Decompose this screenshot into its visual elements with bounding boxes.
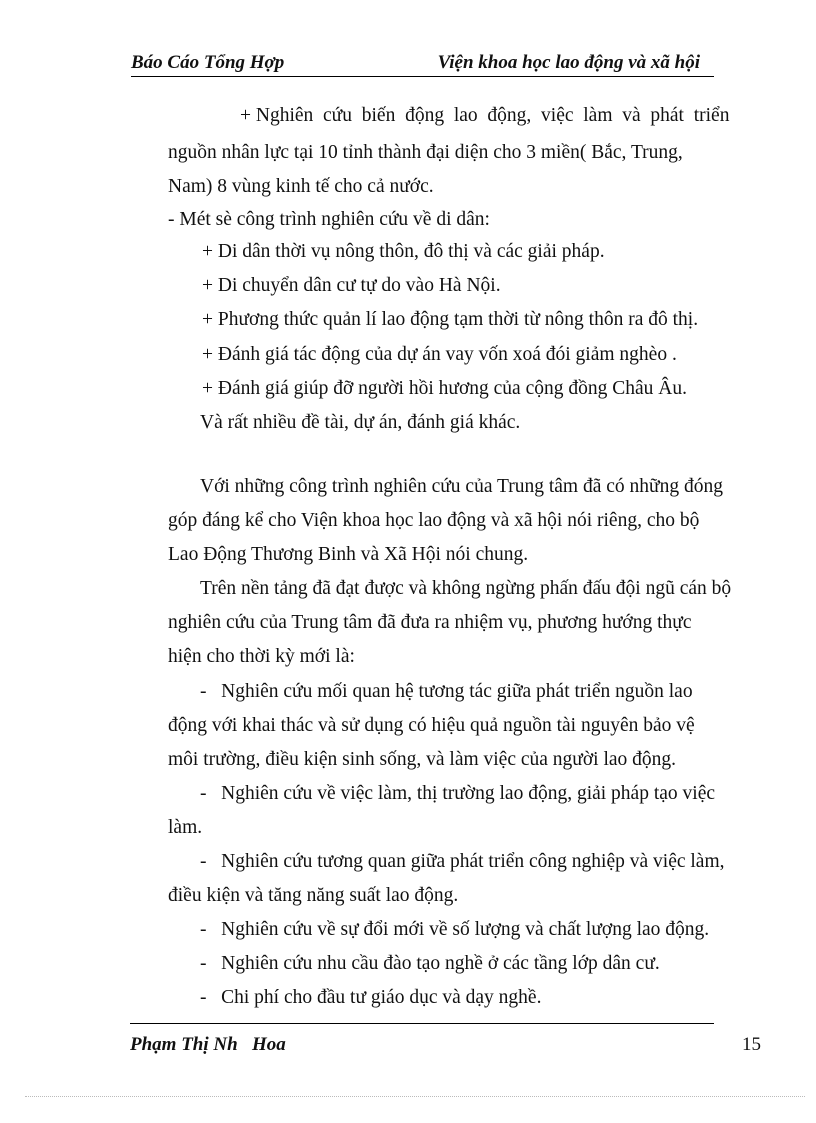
paragraph-2-line-2: góp đáng kể cho Viện khoa học lao động và xã hội nói riêng, cho bộ xyxy=(168,510,700,531)
page-number: 15 xyxy=(742,1034,761,1055)
paragraph-2-line-1: Với những công trình nghiên cứu của Trung tâm đã có những đóng xyxy=(200,476,723,497)
page-bottom-dotted-line xyxy=(25,1096,805,1097)
paragraph-1-line-3: Nam) 8 vùng kinh tế cho cả nước. xyxy=(168,176,434,197)
paragraph-1-line-2: nguồn nhân lực tại 10 tỉnh thành đại diện cho 3 miền( Bắc, Trung, xyxy=(168,142,683,163)
paragraph-1-line-1: + Nghiên cứu biến động lao động, việc làm và phát triển xyxy=(240,105,730,126)
bullet-3-line-2: điều kiện và tăng năng suất lao động. xyxy=(168,885,459,906)
paragraph-3-line-3: hiện cho thời kỳ mới là: xyxy=(168,646,355,667)
paragraph-3-line-2: nghiên cứu của Trung tâm đã đưa ra nhiệm vụ, phương hướng thực xyxy=(168,612,692,633)
footer-author: Phạm Thị Nh Hoa xyxy=(130,1034,286,1055)
list-item: + Phương thức quản lí lao động tạm thời từ nông thôn ra đô thị. xyxy=(202,309,699,330)
bullet-1-line-1: - Nghiên cứu mối quan hệ tương tác giữa phát triển nguồn lao xyxy=(200,681,693,702)
list-item: + Đánh giá giúp đỡ người hồi hương của cộng đồng Châu Âu. xyxy=(202,378,687,399)
bullet-4: - Nghiên cứu về sự đổi mới về số lượng và chất lượng lao động. xyxy=(200,919,710,940)
list-item: + Di dân thời vụ nông thôn, đô thị và các giải pháp. xyxy=(202,241,605,262)
bullet-2-line-2: làm. xyxy=(168,817,203,838)
footer-rule xyxy=(130,1023,714,1024)
paragraph-3-line-1: Trên nền tảng đã đạt được và không ngừng phấn đấu đội ngũ cán bộ xyxy=(200,578,732,599)
list-outro: Và rất nhiều đề tài, dự án, đánh giá khác. xyxy=(200,412,521,433)
header-title-right: Viện khoa học lao động và xã hội xyxy=(437,52,700,73)
bullet-3-line-1: - Nghiên cứu tương quan giữa phát triển công nghiệp và việc làm, xyxy=(200,851,725,872)
paragraph-2-line-3: Lao Động Thương Binh và Xã Hội nói chung. xyxy=(168,544,529,565)
bullet-1-line-2: động với khai thác và sử dụng có hiệu quả nguồn tài nguyên bảo vệ xyxy=(168,715,695,736)
bullet-2-line-1: - Nghiên cứu về việc làm, thị trường lao động, giải pháp tạo việc xyxy=(200,783,716,804)
bullet-1-line-3: môi trường, điều kiện sinh sống, và làm việc của người lao động. xyxy=(168,749,677,770)
list-intro: - Mét sè công trình nghiên cứu về di dân: xyxy=(168,209,490,230)
bullet-6: - Chi phí cho đầu tư giáo dục và dạy nghề. xyxy=(200,987,542,1008)
list-item: + Di chuyển dân cư tự do vào Hà Nội. xyxy=(202,275,501,296)
header-title-left: Báo Cáo Tổng Hợp xyxy=(131,52,285,73)
bullet-5: - Nghiên cứu nhu cầu đào tạo nghề ở các tầng lớp dân cư. xyxy=(200,953,660,974)
page-header xyxy=(131,50,714,77)
list-item: + Đánh giá tác động của dự án vay vốn xoá đói giảm nghèo . xyxy=(202,344,677,365)
